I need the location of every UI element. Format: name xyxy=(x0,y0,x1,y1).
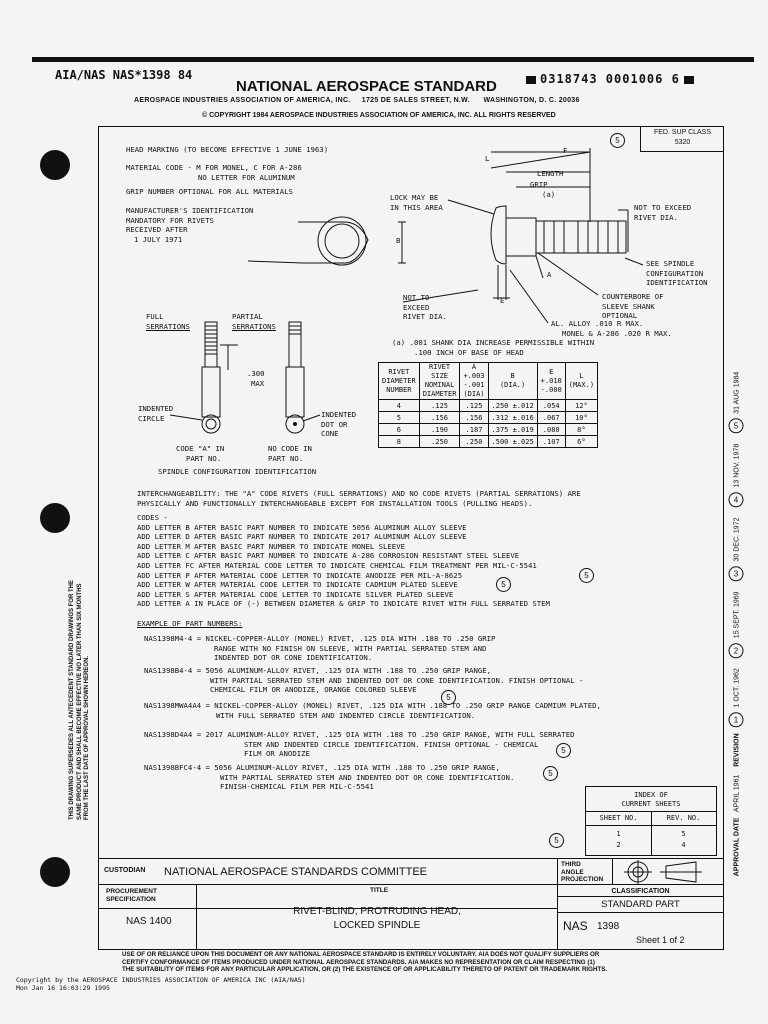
footer-disclaimer: USE OF OR RELIANCE UPON THIS DOCUMENT OR ANY NATIONAL AEROSPACE STANDARD IS ENTIRELY VOLUNTARY. AIA DOES NOT QUALIFY SUPPLIERS OR CERTIFY CONFORMANCE OF ITEMS PRODUCED UNDER NATIONAL AEROSPACE STANDARDS. AIA MAKES NO REPRESENTATION OR CLAIM RESPECTING (1) THE SUITABILITY OF ITEMS FOR ANY PARTICULAR APPLICATION, OR (2) THE EXISTENCE OF OR APPLICABILITY THERETO OF PATENT OR TRADEMARK RIGHTS. xyxy=(122,951,608,973)
part-title: RIVET-BLIND, PROTRUDING HEAD, LOCKED SPINDLE xyxy=(293,906,461,931)
doc-code: AIA/NAS NAS*1398 84 xyxy=(55,68,193,82)
table-cell: .250 xyxy=(460,436,488,448)
example-5-rev-marker: 5 xyxy=(543,761,558,781)
revision-number: 3 xyxy=(729,566,744,581)
spindle-full-stem xyxy=(205,322,217,367)
material-code-note: MATERIAL CODE - M FOR MONEL, C FOR A-286 NO LETTER FOR ALUMINUM xyxy=(126,163,302,182)
dim-label-a: A xyxy=(547,270,552,279)
code-item: ADD LETTER P AFTER MATERIAL CODE LETTER TO INDICATE ANODIZE PER MIL-A-8625 xyxy=(137,570,463,580)
example-4-rev-marker: 5 xyxy=(556,738,571,758)
fed-sup-class: FED. SUP CLASS 5320 xyxy=(640,126,724,152)
table-header-cell: B (DIA.) xyxy=(488,363,537,400)
see-spindle-note: SEE SPINDLE CONFIGURATION IDENTIFICATION xyxy=(646,259,708,288)
spindle-partial-sleeve xyxy=(286,367,304,417)
table-cell: 4 xyxy=(379,400,420,412)
partial-serrations-label: PARTIAL SERRATIONS xyxy=(232,312,276,331)
rivet-shank xyxy=(536,221,626,253)
association-line: AEROSPACE INDUSTRIES ASSOCIATION OF AMERICA, INC. 1725 DE SALES STREET, N.W. WASHINGTON, D. C. 20036 xyxy=(134,97,580,104)
table-cell: .125 xyxy=(419,400,460,412)
table-cell: 8° xyxy=(565,424,597,436)
counterbore-note: COUNTERBORE OF SLEEVE SHANK OPTIONAL xyxy=(602,292,664,321)
dim-l-line xyxy=(491,152,590,168)
sheet-index: INDEX OF CURRENT SHEETS SHEET NO. REV. NO. 1 2 5 4 xyxy=(585,786,717,856)
full-serrations-label: FULL SERRATIONS xyxy=(146,312,190,331)
dot-leader xyxy=(303,415,320,421)
table-cell: .156 xyxy=(460,412,488,424)
supersedes-side-note: THIS DRAWING SUPERSEDES ALL ANTECEDENT STANDARD DRAWINGS FOR THE SAME PRODUCT AND SHALL BECOME EFFECTIVE NO LATER THAN SIX MONTHS FROM THE LAST DATE OF APPROVAL SHOWN HEREON. xyxy=(68,579,90,821)
table-cell: .250 ±.012 xyxy=(488,400,537,412)
circle-leader xyxy=(170,415,202,420)
table-header-cell: E +.010 -.000 xyxy=(537,363,565,400)
code-item: ADD LETTER M AFTER BASIC PART NUMBER TO INDICATE MONEL SLEEVE xyxy=(137,541,405,551)
copyright-line: © COPYRIGHT 1984 AEROSPACE INDUSTRIES ASSOCIATION OF AMERICA, INC. ALL RIGHTS RESERVED xyxy=(202,112,556,119)
classification-label: CLASSIFICATION xyxy=(611,888,670,895)
table-cell: .125 xyxy=(460,400,488,412)
grip-number-note: GRIP NUMBER OPTIONAL FOR ALL MATERIALS xyxy=(126,187,293,196)
table-header-cell: RIVET SIZE NOMINAL DIAMETER xyxy=(419,363,460,400)
code-item: ADD LETTER W AFTER MATERIAL CODE LETTER TO INDICATE CADMIUM PLATED SLEEVE xyxy=(137,580,458,590)
not-exceed-note-right: NOT TO EXCEED RIVET DIA. xyxy=(634,203,692,222)
revision-number: 1 xyxy=(729,713,744,728)
revision-date: 15 SEPT. 1969 xyxy=(733,591,741,639)
radius-note: AL. ALLOY .010 R MAX. MONEL & A-286 .020 R MAX. xyxy=(551,319,672,338)
table-cell: .500 ±.025 xyxy=(488,436,537,448)
rivet-head-outline xyxy=(298,222,368,263)
table-row xyxy=(379,436,598,448)
revision-date: 1 OCT. 1962 xyxy=(733,668,741,708)
dim-label-length: LENGTH xyxy=(537,169,564,178)
code-item: ADD LETTER C AFTER BASIC PART NUMBER TO INDICATE A-286 CORROSION RESISTANT STEEL SLEEVE xyxy=(137,551,520,561)
table-cell: .190 xyxy=(419,424,460,436)
dim-label-grip: GRIP xyxy=(530,180,548,189)
procurement-value: NAS 1400 xyxy=(126,916,172,927)
table-cell: .375 ±.019 xyxy=(488,424,537,436)
shank-note: (a) .001 SHANK DIA INCREASE PERMISSIBLE WITHIN .100 INCH OF BASE OF HEAD xyxy=(392,338,595,357)
custodian-label: CUSTODIAN xyxy=(104,867,146,874)
table-cell: 6° xyxy=(565,436,597,448)
spindle-partial-stem xyxy=(289,322,301,367)
revision-marker: 5 xyxy=(549,828,564,848)
code-item: ADD LETTER S AFTER MATERIAL CODE LETTER TO INDICATE SILVER PLATED SLEEVE xyxy=(137,589,454,599)
revision-number: 5 xyxy=(729,419,744,434)
punch-hole-top xyxy=(40,150,70,180)
standard-title: NATIONAL AEROSPACE STANDARD xyxy=(236,78,497,95)
table-header-cell: L (MAX.) xyxy=(565,363,597,400)
example-2-rev-marker: 5 xyxy=(441,685,456,705)
scan-stamp: Copyright by the AEROSPACE INDUSTRIES ASSOCIATION OF AMERICA INC (AIA/NAS) Mon Jan 16 16:03:29 1995 xyxy=(16,976,306,992)
head-leader xyxy=(248,261,303,263)
dim-a-leader xyxy=(536,256,543,278)
custodian-name: NATIONAL AEROSPACE STANDARDS COMMITTEE xyxy=(164,866,428,878)
example-1: NAS1398M4-4 = NICKEL-COPPER-ALLOY (MONEL) RIVET, .125 DIA WITH .188 TO .250 GRIP RANGE WITH NO FINISH ON SLEEVE, WITH PARTIAL SERRATED STEM AND INDENTED DOT OR CONE IDENTIFICATION. xyxy=(144,634,496,663)
radius-leader xyxy=(510,270,548,323)
rivet-head-inner-circle xyxy=(325,224,359,258)
table-cell: .107 xyxy=(537,436,565,448)
rivet-dimension-table xyxy=(378,362,598,448)
code-fc-rev-marker: 5 xyxy=(579,563,594,583)
code-item: ADD LETTER A IN PLACE OF (-) BETWEEN DIAMETER & GRIP TO INDICATE RIVET WITH FULL SERRATED STEM xyxy=(137,599,550,609)
dim-label-b: B xyxy=(396,236,401,245)
table-row xyxy=(379,412,598,424)
table-row xyxy=(379,424,598,436)
spindle-dot-mark xyxy=(293,422,297,426)
header-rule xyxy=(32,57,754,62)
see-spindle-leader xyxy=(625,258,643,265)
table-header-cell: A +.003 -.001 (DIA) xyxy=(460,363,488,400)
example-2: NAS1398B4-4 = 5056 ALUMINUM-ALLOY RIVET, .125 DIA WITH .188 TO .250 GRIP RANGE, WITH PARTIAL SERRATED STEM AND INDENTED DOT OR CONE IDENTIFICATION. FINISH OPTIONAL - CHEMICAL FILM OR ANODIZE, ORANGE COLORED SLEEVE xyxy=(144,666,584,695)
third-angle-projection-icon xyxy=(618,860,720,884)
revision-number: 2 xyxy=(729,643,744,658)
head-marking-note: HEAD MARKING (TO BECOME EFFECTIVE 1 JUNE 1963) xyxy=(126,145,329,154)
dim-label-f: F xyxy=(563,146,568,155)
interchangeability-note: INTERCHANGEABILITY: THE "A" CODE RIVETS (FULL SERRATIONS) AND NO CODE RIVETS (PARTIAL SERRATIONS) ARE PHYSICALLY AND FUNCTIONALLY INTERCHANGEABLE EXCEPT FOR INSTALLATION TOOLS (PULLING HEADS). xyxy=(137,489,581,508)
code-item: ADD LETTER FC AFTER MATERIAL CODE LETTER TO INDICATE CHEMICAL FILM TREATMENT PER MIL-C-5541 xyxy=(137,560,537,570)
spindle-full-sleeve xyxy=(202,367,220,417)
example-4: NAS1398D4A4 = 2017 ALUMINUM-ALLOY RIVET, .125 DIA WITH .188 TO .250 GRIP RANGE, WITH FULL SERRATED STEM AND INDENTED CIRCLE IDENTIFICATION. FINISH OPTIONAL - CHEMICAL FILM OR ANODIZE xyxy=(144,730,575,759)
table-cell: .250 xyxy=(419,436,460,448)
code-a-label: CODE "A" IN PART NO. xyxy=(176,444,225,463)
code-item: ADD LETTER B AFTER BASIC PART NUMBER TO INDICATE 5056 ALUMINUM ALLOY SLEEVE xyxy=(137,522,467,532)
spindle-caption: SPINDLE CONFIGURATION IDENTIFICATION xyxy=(158,467,317,476)
revision-date: 13 NOV. 1978 xyxy=(733,443,741,488)
max-dimension-label: .300 MAX xyxy=(247,369,265,388)
table-cell: .187 xyxy=(460,424,488,436)
revision-date: 30 DEC. 1972 xyxy=(733,517,741,562)
table-cell: 10° xyxy=(565,412,597,424)
indented-circle-label: INDENTED CIRCLE xyxy=(138,404,174,423)
not-exceed-note-left: NOT TO EXCEED RIVET DIA. xyxy=(403,293,447,322)
example-5: NAS1398BFC4-4 = 5056 ALUMINUM-ALLOY RIVET, .125 DIA WITH .188 TO .250 GRIP RANGE, WITH PARTIAL SERRATED STEM AND INDENTED DOT OR CONE IDENTIFICATION. FINISH-CHEMICAL FILM PER MIL-C-5541 xyxy=(144,763,515,792)
nas-label: NAS xyxy=(563,919,588,933)
dim-label-l: L xyxy=(485,154,490,163)
table-cell: .156 xyxy=(419,412,460,424)
table-cell: 5 xyxy=(379,412,420,424)
punch-hole-middle xyxy=(40,503,70,533)
fed-sup-rev-marker: 5 xyxy=(610,128,625,148)
lock-area-note: LOCK MAY BE IN THIS AREA xyxy=(390,193,443,212)
example-3: NAS1398MWA4A4 = NICKEL-COPPER-ALLOY (MONEL) RIVET, .125 DIA WITH .188 TO .250 GRIP RANGE CADMIUM PLATED, WITH FULL SERRATED STEM AND INDENTED CIRCLE IDENTIFICATION. xyxy=(144,701,601,720)
spindle-full-end xyxy=(202,415,220,433)
punch-hole-bottom xyxy=(40,857,70,887)
approval-revision-column: APPROVAL DATE APRIL 1961 REVISION 11 OCT. 1962215 SEPT. 1969330 DEC. 1972413 NOV. 1978531 AUG 1984 xyxy=(729,362,744,877)
projection-label: THIRD ANGLE PROJECTION xyxy=(561,861,604,883)
classification-value: STANDARD PART xyxy=(601,899,680,910)
no-code-label: NO CODE IN PART NO. xyxy=(268,444,312,463)
table-cell: 8 xyxy=(379,436,420,448)
lock-leader xyxy=(448,200,494,214)
table-row xyxy=(379,400,598,412)
dim-label-e: E xyxy=(500,296,505,305)
manufacturer-note: MANUFACTURER'S IDENTIFICATION MANDATORY FOR RIVETS RECEIVED AFTER 1 JULY 1971 xyxy=(126,206,254,244)
revision-number: 4 xyxy=(729,493,744,508)
table-cell: .312 ±.016 xyxy=(488,412,537,424)
indented-dot-label: INDENTED DOT OR CONE xyxy=(321,410,357,439)
table-cell: .080 xyxy=(537,424,565,436)
procurement-label: PROCUREMENT SPECIFICATION xyxy=(106,888,157,903)
table-cell: .067 xyxy=(537,412,565,424)
dim-label-a-note: (a) xyxy=(542,190,556,199)
title-label: TITLE xyxy=(370,887,389,894)
code-p-rev-marker: 5 xyxy=(496,572,511,592)
table-header-cell: RIVET DIAMETER NUMBER xyxy=(379,363,420,400)
sheet-number: Sheet 1 of 2 xyxy=(636,935,685,945)
examples-heading: EXAMPLE OF PART NUMBERS: xyxy=(137,619,243,628)
rivet-sleeve xyxy=(506,218,536,256)
table-cell: 6 xyxy=(379,424,420,436)
nas-number: 1398 xyxy=(597,921,620,932)
rivet-flange xyxy=(491,206,506,264)
code-item: ADD LETTER D AFTER BASIC PART NUMBER TO INDICATE 2017 ALUMINUM ALLOY SLEEVE xyxy=(137,532,467,542)
codes-section: CODES - ADD LETTER B AFTER BASIC PART NUMBER TO INDICATE 5056 ALUMINUM ALLOY SLEEVE ADD LETTER D AFTER BASIC PART NUMBER TO INDICATE 2017 ALUMINUM ALLOY SLEEVE ADD LETTER M AFTER BASIC PART NUMBER TO INDICATE MONEL SLEEVE ADD LETTER C AFTER BASIC PART NUMBER TO INDICATE A-286 CORROSION RESISTANT STEEL SLEEVE ADD LETTER FC AFTER MATERIAL CODE LETTER TO INDICATE CHEMICAL FILM TREATMENT PER MIL-C-5541 ADD LETTER P AFTER MATERIAL CODE LETTER TO INDICATE ANODIZE PER MIL-A-8625 ADD LETTER W AFTER MATERIAL CODE LETTER TO INDICATE CADMIUM PLATED SLEEVE ADD LETTER S AFTER MATERIAL CODE LETTER TO INDICATE SILVER PLATED SLEEVE ADD LETTER A IN PLACE OF (-) BETWEEN DIAMETER & GRIP TO INDICATE RIVET WITH FULL SERRATED STEM xyxy=(137,513,550,609)
revision-date: 31 AUG 1984 xyxy=(733,371,741,414)
table-cell: 12° xyxy=(565,400,597,412)
table-cell: .054 xyxy=(537,400,565,412)
stock-code: 0318743 0001006 6 xyxy=(522,72,698,86)
